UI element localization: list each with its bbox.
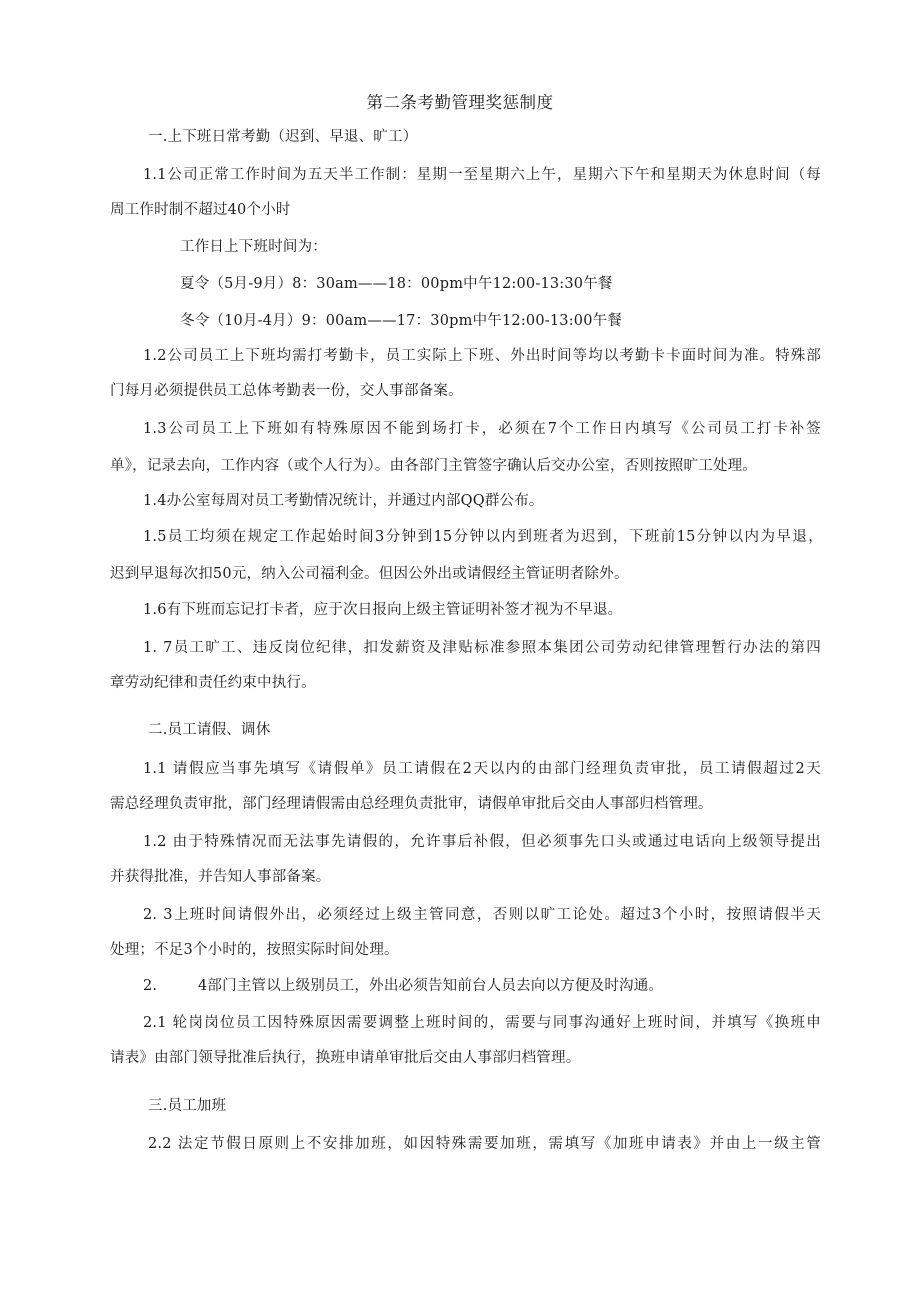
section-heading-overtime: 三.员工加班 bbox=[148, 1098, 227, 1114]
paragraph-2-2-line2: 并获得批准，并告知人事部备案。 bbox=[110, 869, 331, 885]
paragraph-1-1-line1: 1.1公司正常工作时间为五天半工作制：星期一至星期六上午，星期六下午和星期天为休息时间（每 bbox=[143, 167, 821, 183]
paragraph-1-2-line1: 1.2公司员工上下班均需打考勤卡，员工实际上下班、外出时间等均以考勤卡卡面时间为准。特殊部 bbox=[143, 348, 821, 364]
paragraph-1-3-line1: 1.3公司员工上下班如有特殊原因不能到场打卡，必须在7个工作日内填写《公司员工打卡补签 bbox=[143, 421, 821, 437]
paragraph-1-2-line2: 门每月必须提供员工总体考勤表一份，交人事部备案。 bbox=[110, 383, 463, 399]
paragraph-2-4-text: 4部门主管以上级别员工，外出必须告知前台人员去向以方便及时沟通。 bbox=[198, 978, 664, 994]
paragraph-2-1-line1: 1.1 请假应当事先填写《请假单》员工请假在2天以内的由部门经理负责审批，员工请假超过2天 bbox=[143, 761, 821, 777]
paragraph-2-5-line1: 2.1 轮岗岗位员工因特殊原因需要调整上班时间的，需要与同事沟通好上班时间，并填写《换班申 bbox=[143, 1015, 821, 1031]
paragraph-1-7-line2: 章劳动纪律和责任约束中执行。 bbox=[110, 675, 316, 691]
paragraph-1-1-line2: 周工作时制不超过40个小时 bbox=[110, 202, 291, 218]
paragraph-2-4-number: 2. bbox=[143, 978, 158, 994]
paragraph-1-5-line2: 迟到早退每次扣50元，纳入公司福利金。但因公外出或请假经主管证明者除外。 bbox=[110, 566, 629, 582]
section-heading-leave: 二.员工请假、调休 bbox=[148, 722, 271, 738]
winter-schedule: 冬令（10月-4月）9：00am——17：30pm中午12:00-13:00午餐 bbox=[180, 313, 623, 329]
paragraph-2-3-line2: 处理；不足3个小时的，按照实际时间处理。 bbox=[110, 942, 399, 958]
document-title: 第二条考勤管理奖惩制度 bbox=[366, 93, 554, 112]
paragraph-2-2-line1: 1.2 由于特殊情况而无法事先请假的，允许事后补假，但必须事先口头或通过电话向上级领导提出 bbox=[143, 834, 821, 850]
paragraph-1-5-line1: 1.5员工均须在规定工作起始时间3分钟到15分钟以内到班者为迟到，下班前15分钟以内为早退， bbox=[143, 529, 823, 545]
paragraph-2-5-line2: 请表》由部门领导批准后执行，换班申请单审批后交由人事部归档管理。 bbox=[110, 1050, 581, 1066]
summer-schedule: 夏令（5月-9月）8：30am——18：00pm中午12:00-13:30午餐 bbox=[180, 276, 613, 292]
paragraph-1-7-line1: 1. 7员工旷工、违反岗位纪律，扣发薪资及津贴标准参照本集团公司劳动纪律管理暂行办法的第四 bbox=[143, 640, 821, 656]
section-heading-attendance: 一.上下班日常考勤（迟到、早退、旷工） bbox=[148, 129, 418, 145]
paragraph-2-1-line2: 需总经理负责审批，部门经理请假需由总经理负责批审，请假单审批后交由人事部归档管理。 bbox=[110, 796, 713, 812]
paragraph-3-1-line1: 2.2 法定节假日原则上不安排加班，如因特殊需要加班，需填写《加班申请表》并由上一级主管 bbox=[148, 1136, 821, 1152]
paragraph-1-6: 1.6有下班而忘记打卡者，应于次日报向上级主管证明补签才视为不早退。 bbox=[143, 602, 623, 618]
paragraph-1-4: 1.4办公室每周对员工考勤情况统计，并通过内部QQ群公布。 bbox=[143, 493, 544, 509]
paragraph-2-3-line1: 2. 3上班时间请假外出，必须经过上级主管同意，否则以旷工论处。超过3个小时，按照请假半天 bbox=[143, 907, 821, 923]
paragraph-1-3-line2: 单》，记录去向，工作内容（或个人行为）。由各部门主管签字确认后交办公室，否则按照旷工处理。 bbox=[110, 458, 757, 474]
work-hours-label: 工作日上下班时间为： bbox=[180, 239, 327, 255]
